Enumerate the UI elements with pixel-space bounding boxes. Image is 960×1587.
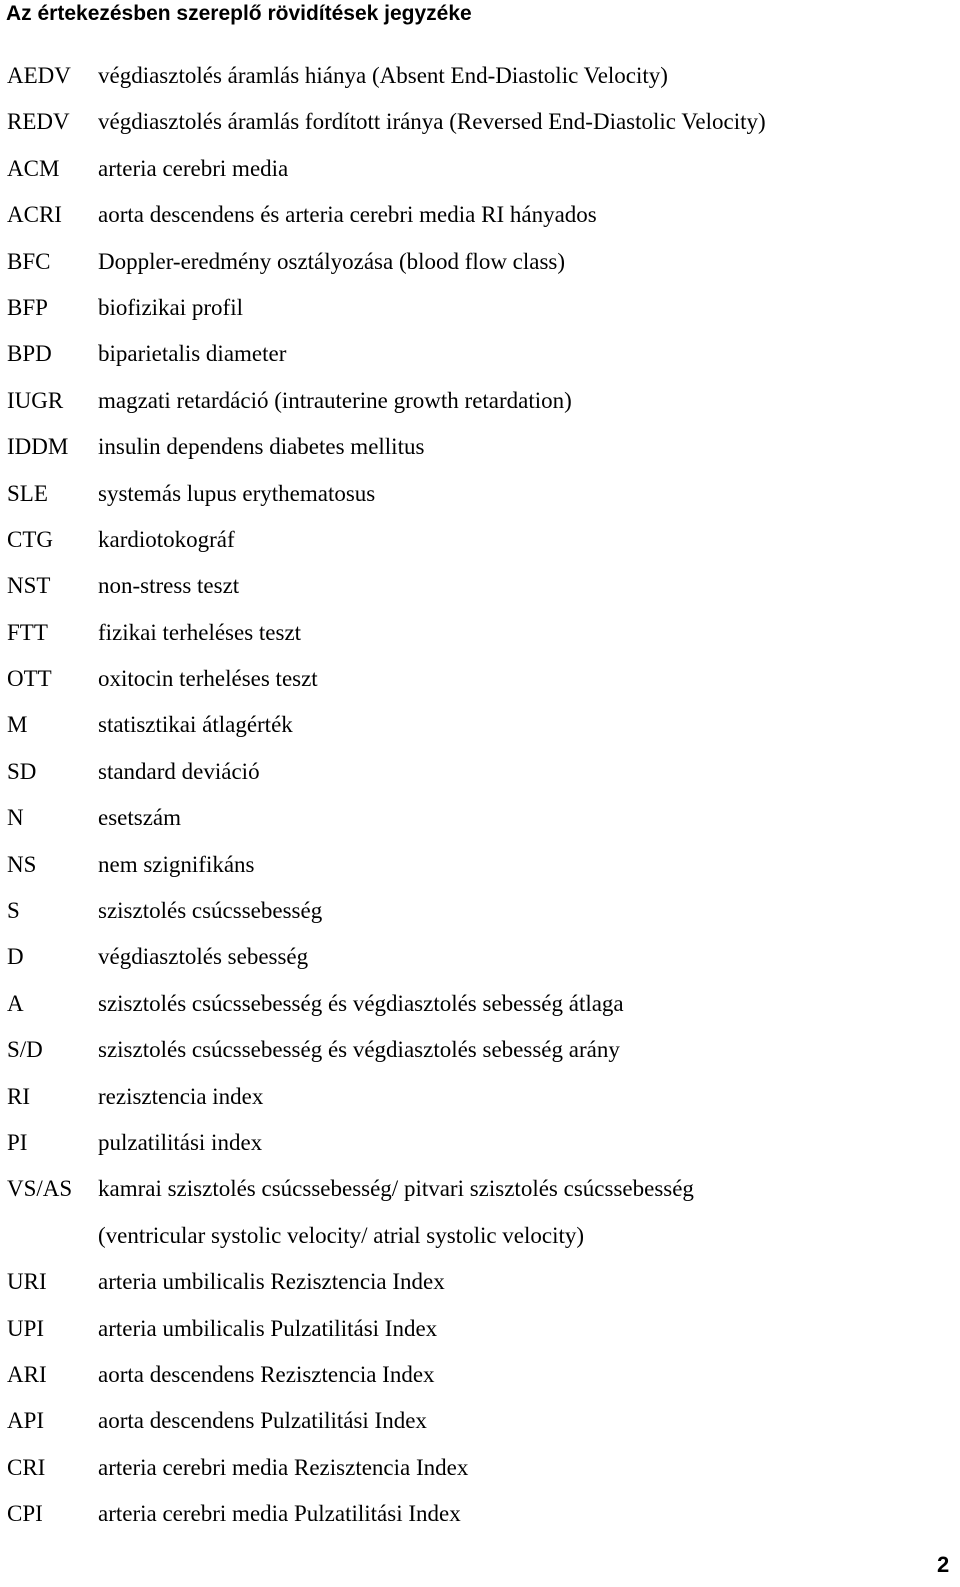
abbreviation-definition: szisztolés csúcssebesség és végdiasztolés sebesség arány — [98, 1037, 620, 1063]
abbreviation-term: API — [7, 1408, 45, 1434]
abbreviation-definition: magzati retardáció (intrauterine growth retardation) — [98, 387, 572, 413]
abbreviation-term: AEDV — [7, 63, 71, 88]
abbreviation-term: CRI — [7, 1454, 46, 1480]
abbreviation-definition: szisztolés csúcssebesség — [98, 898, 323, 924]
abbreviation-row — [0, 1445, 960, 1491]
abbreviation-definition: statisztikai átlagérték — [98, 712, 293, 738]
abbreviation-definition: rezisztencia index — [98, 1083, 264, 1109]
abbreviation-definition: (ventricular systolic velocity/ atrial systolic velocity) — [98, 1222, 585, 1248]
abbreviation-definition: végdiasztolés sebesség — [98, 944, 309, 970]
abbreviation-term: URI — [7, 1269, 47, 1295]
abbreviation-row — [0, 99, 960, 145]
abbreviation-definition: insulin dependens diabetes mellitus — [98, 434, 425, 460]
abbreviation-row — [0, 378, 960, 424]
abbreviation-row — [0, 471, 960, 517]
abbreviation-row — [0, 424, 960, 470]
abbreviation-definition: aorta descendens és arteria cerebri media RI hányados — [98, 202, 597, 228]
abbreviation-term: ARI — [7, 1361, 47, 1387]
abbreviation-term: A — [7, 990, 24, 1016]
abbreviation-definition: szisztolés csúcssebesség és végdiasztolés sebesség átlaga — [98, 990, 624, 1016]
abbreviation-row — [0, 888, 960, 934]
abbreviation-definition: arteria cerebri media Pulzatilitási Index — [98, 1501, 461, 1527]
abbreviation-row — [0, 239, 960, 285]
abbreviation-row — [0, 795, 960, 841]
abbreviation-row — [0, 53, 960, 99]
page-number: 2 — [937, 1552, 950, 1577]
abbreviation-row — [0, 702, 960, 748]
abbreviation-definition: nem szignifikáns — [98, 851, 255, 877]
abbreviation-term: RI — [7, 1083, 30, 1109]
abbreviation-definition: kamrai szisztolés csúcssebesség/ pitvari szisztolés csúcssebesség — [98, 1176, 694, 1202]
abbreviation-definition: biofizikai profil — [98, 294, 243, 320]
abbreviation-term: S — [7, 898, 20, 924]
abbreviation-row — [0, 1259, 960, 1305]
abbreviation-definition: arteria umbilicalis Pulzatilitási Index — [98, 1315, 438, 1341]
abbreviation-row — [0, 981, 960, 1027]
abbreviation-row — [0, 285, 960, 331]
abbreviation-definition: arteria cerebri media Rezisztencia Index — [98, 1454, 469, 1480]
abbreviation-definition: végdiasztolés áramlás hiánya (Absent End-Diastolic Velocity) — [98, 63, 668, 88]
abbreviation-definition: oxitocin terheléses teszt — [98, 666, 318, 692]
abbreviation-row — [0, 656, 960, 702]
abbreviation-term: ACM — [7, 155, 60, 181]
abbreviation-definition: pulzatilitási index — [98, 1129, 263, 1155]
abbreviation-definition: arteria umbilicalis Rezisztencia Index — [98, 1269, 445, 1295]
abbreviation-row — [0, 331, 960, 377]
abbreviation-definition: végdiasztolés áramlás fordított iránya (Reversed End-Diastolic Velocity) — [98, 109, 766, 135]
abbreviation-term: REDV — [7, 109, 70, 135]
abbreviation-term: CTG — [7, 526, 53, 552]
abbreviation-definition: arteria cerebri media — [98, 155, 289, 181]
abbreviation-row — [0, 842, 960, 888]
abbreviation-term: OTT — [7, 666, 52, 692]
abbreviation-list — [0, 53, 960, 1538]
abbreviation-row — [0, 610, 960, 656]
abbreviation-row — [0, 1306, 960, 1352]
abbreviation-term: M — [7, 712, 28, 738]
abbreviation-term: BFC — [7, 248, 51, 274]
abbreviation-definition: kardiotokográf — [98, 526, 235, 552]
abbreviation-row — [0, 563, 960, 609]
abbreviation-row — [0, 1027, 960, 1073]
abbreviation-term: IDDM — [7, 434, 69, 460]
abbreviation-row — [0, 934, 960, 980]
abbreviation-term: PI — [7, 1129, 28, 1155]
abbreviation-definition: non-stress teszt — [98, 573, 240, 599]
abbreviation-term: ACRI — [7, 202, 62, 228]
abbreviation-definition: aorta descendens Rezisztencia Index — [98, 1361, 435, 1387]
abbreviation-term: S/D — [7, 1037, 43, 1063]
abbreviation-term: NS — [7, 851, 37, 877]
abbreviation-term: IUGR — [7, 387, 64, 413]
abbreviation-term: FTT — [7, 619, 48, 645]
abbreviation-row — [0, 192, 960, 238]
abbreviation-definition: standard deviáció — [98, 758, 260, 784]
abbreviation-definition: fizikai terheléses teszt — [98, 619, 302, 645]
abbreviation-term: SLE — [7, 480, 48, 506]
abbreviation-term: BFP — [7, 294, 48, 320]
abbreviation-row — [0, 517, 960, 563]
abbreviation-definition: Doppler-eredmény osztályozása (blood flow class) — [98, 248, 566, 274]
abbreviation-row-continuation — [0, 1213, 960, 1259]
abbreviation-term: SD — [7, 758, 37, 784]
abbreviation-row — [0, 749, 960, 795]
abbreviation-term: UPI — [7, 1315, 45, 1341]
abbreviation-row — [0, 1120, 960, 1166]
abbreviation-row — [0, 1491, 960, 1537]
abbreviation-term: CPI — [7, 1501, 43, 1527]
abbreviation-row — [0, 1074, 960, 1120]
abbreviation-row — [0, 1352, 960, 1398]
abbreviation-definition: systemás lupus erythematosus — [98, 480, 376, 506]
abbreviation-definition: aorta descendens Pulzatilitási Index — [98, 1408, 427, 1434]
abbreviation-term: N — [7, 805, 24, 831]
abbreviation-row — [0, 146, 960, 192]
abbreviation-term: VS/AS — [7, 1176, 73, 1202]
abbreviation-definition: esetszám — [98, 805, 182, 831]
page-title: Az értekezésben szereplő rövidítések jegyzéke — [6, 2, 472, 25]
abbreviation-term: D — [7, 944, 24, 970]
abbreviation-term: BPD — [7, 341, 52, 367]
abbreviation-term: NST — [7, 573, 51, 599]
abbreviation-definition: biparietalis diameter — [98, 341, 287, 367]
abbreviation-row — [0, 1398, 960, 1444]
abbreviation-row — [0, 1166, 960, 1212]
